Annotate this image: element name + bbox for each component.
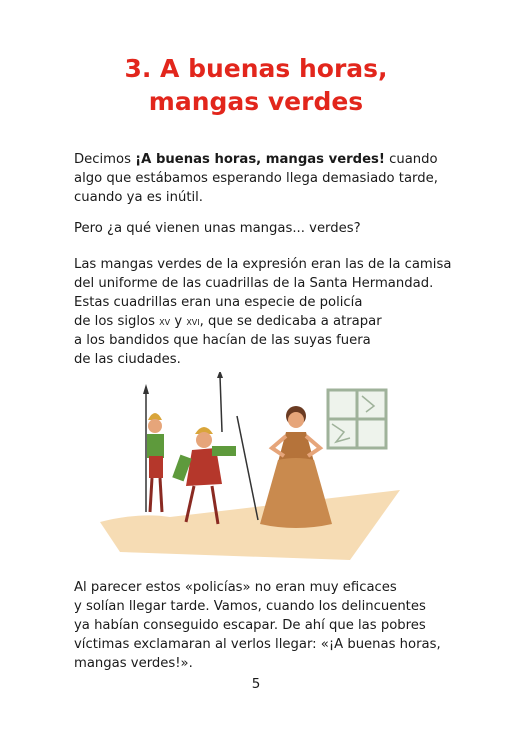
guard-figure-right (172, 372, 258, 524)
paragraph-line: a los bandidos que hacían de las suyas fuera (74, 333, 371, 348)
paragraph-line: del uniforme de las cuadrillas de la Santa Hermandad. (74, 276, 434, 291)
floor-shape (100, 490, 400, 560)
text-run: y (170, 314, 187, 329)
paragraph-line: y solían llegar tarde. Vamos, cuando los delincuentes (74, 599, 426, 614)
text-run: cuando (384, 152, 438, 167)
chapter-title (0, 52, 512, 118)
highlighted-expression: ¡A buenas horas, mangas verdes! (135, 152, 385, 167)
woman-figure (260, 406, 332, 528)
paragraph-line: cuando ya es inútil. (74, 190, 204, 205)
paragraph-history (74, 255, 454, 369)
text-run: Decimos (74, 152, 136, 167)
guard-figure-left (143, 384, 164, 512)
century-numeral: xvi (186, 314, 200, 328)
paragraph-line: mangas verdes!». (74, 656, 193, 671)
paragraph-line: algo que estábamos esperando llega demasiado tarde, (74, 171, 438, 186)
century-numeral: xv (159, 314, 171, 328)
paragraph-line: Pero ¿a qué vienen unas mangas... verdes? (74, 221, 361, 236)
paragraph-line (74, 150, 454, 169)
paragraph-line: de las ciudades. (74, 352, 181, 367)
window-icon (328, 390, 386, 448)
paragraph-line: víctimas exclamaran al verlos llegar: «¡A buenas horas, (74, 637, 441, 652)
paragraph-question (74, 219, 454, 238)
page-number: 5 (251, 676, 261, 692)
chapter-title-line-2: mangas verdes (148, 87, 364, 116)
text-run: , que se dedicaba a atrapar (199, 314, 382, 329)
chapter-title-line-1: 3. A buenas horas, (124, 54, 388, 83)
paragraph-line (74, 312, 454, 331)
paragraph-conclusion (74, 578, 454, 673)
illustration-guards-and-woman (100, 372, 420, 567)
paragraph-line: ya habían conseguido escapar. De ahí que las pobres (74, 618, 426, 633)
paragraph-line: Estas cuadrillas eran una especie de policía (74, 295, 363, 310)
paragraph-line: Las mangas verdes de la expresión eran las de la camisa (74, 257, 452, 272)
paragraph-line: Al parecer estos «policías» no eran muy eficaces (74, 580, 397, 595)
text-run: de los siglos (74, 314, 160, 329)
paragraph-definition (74, 150, 454, 207)
